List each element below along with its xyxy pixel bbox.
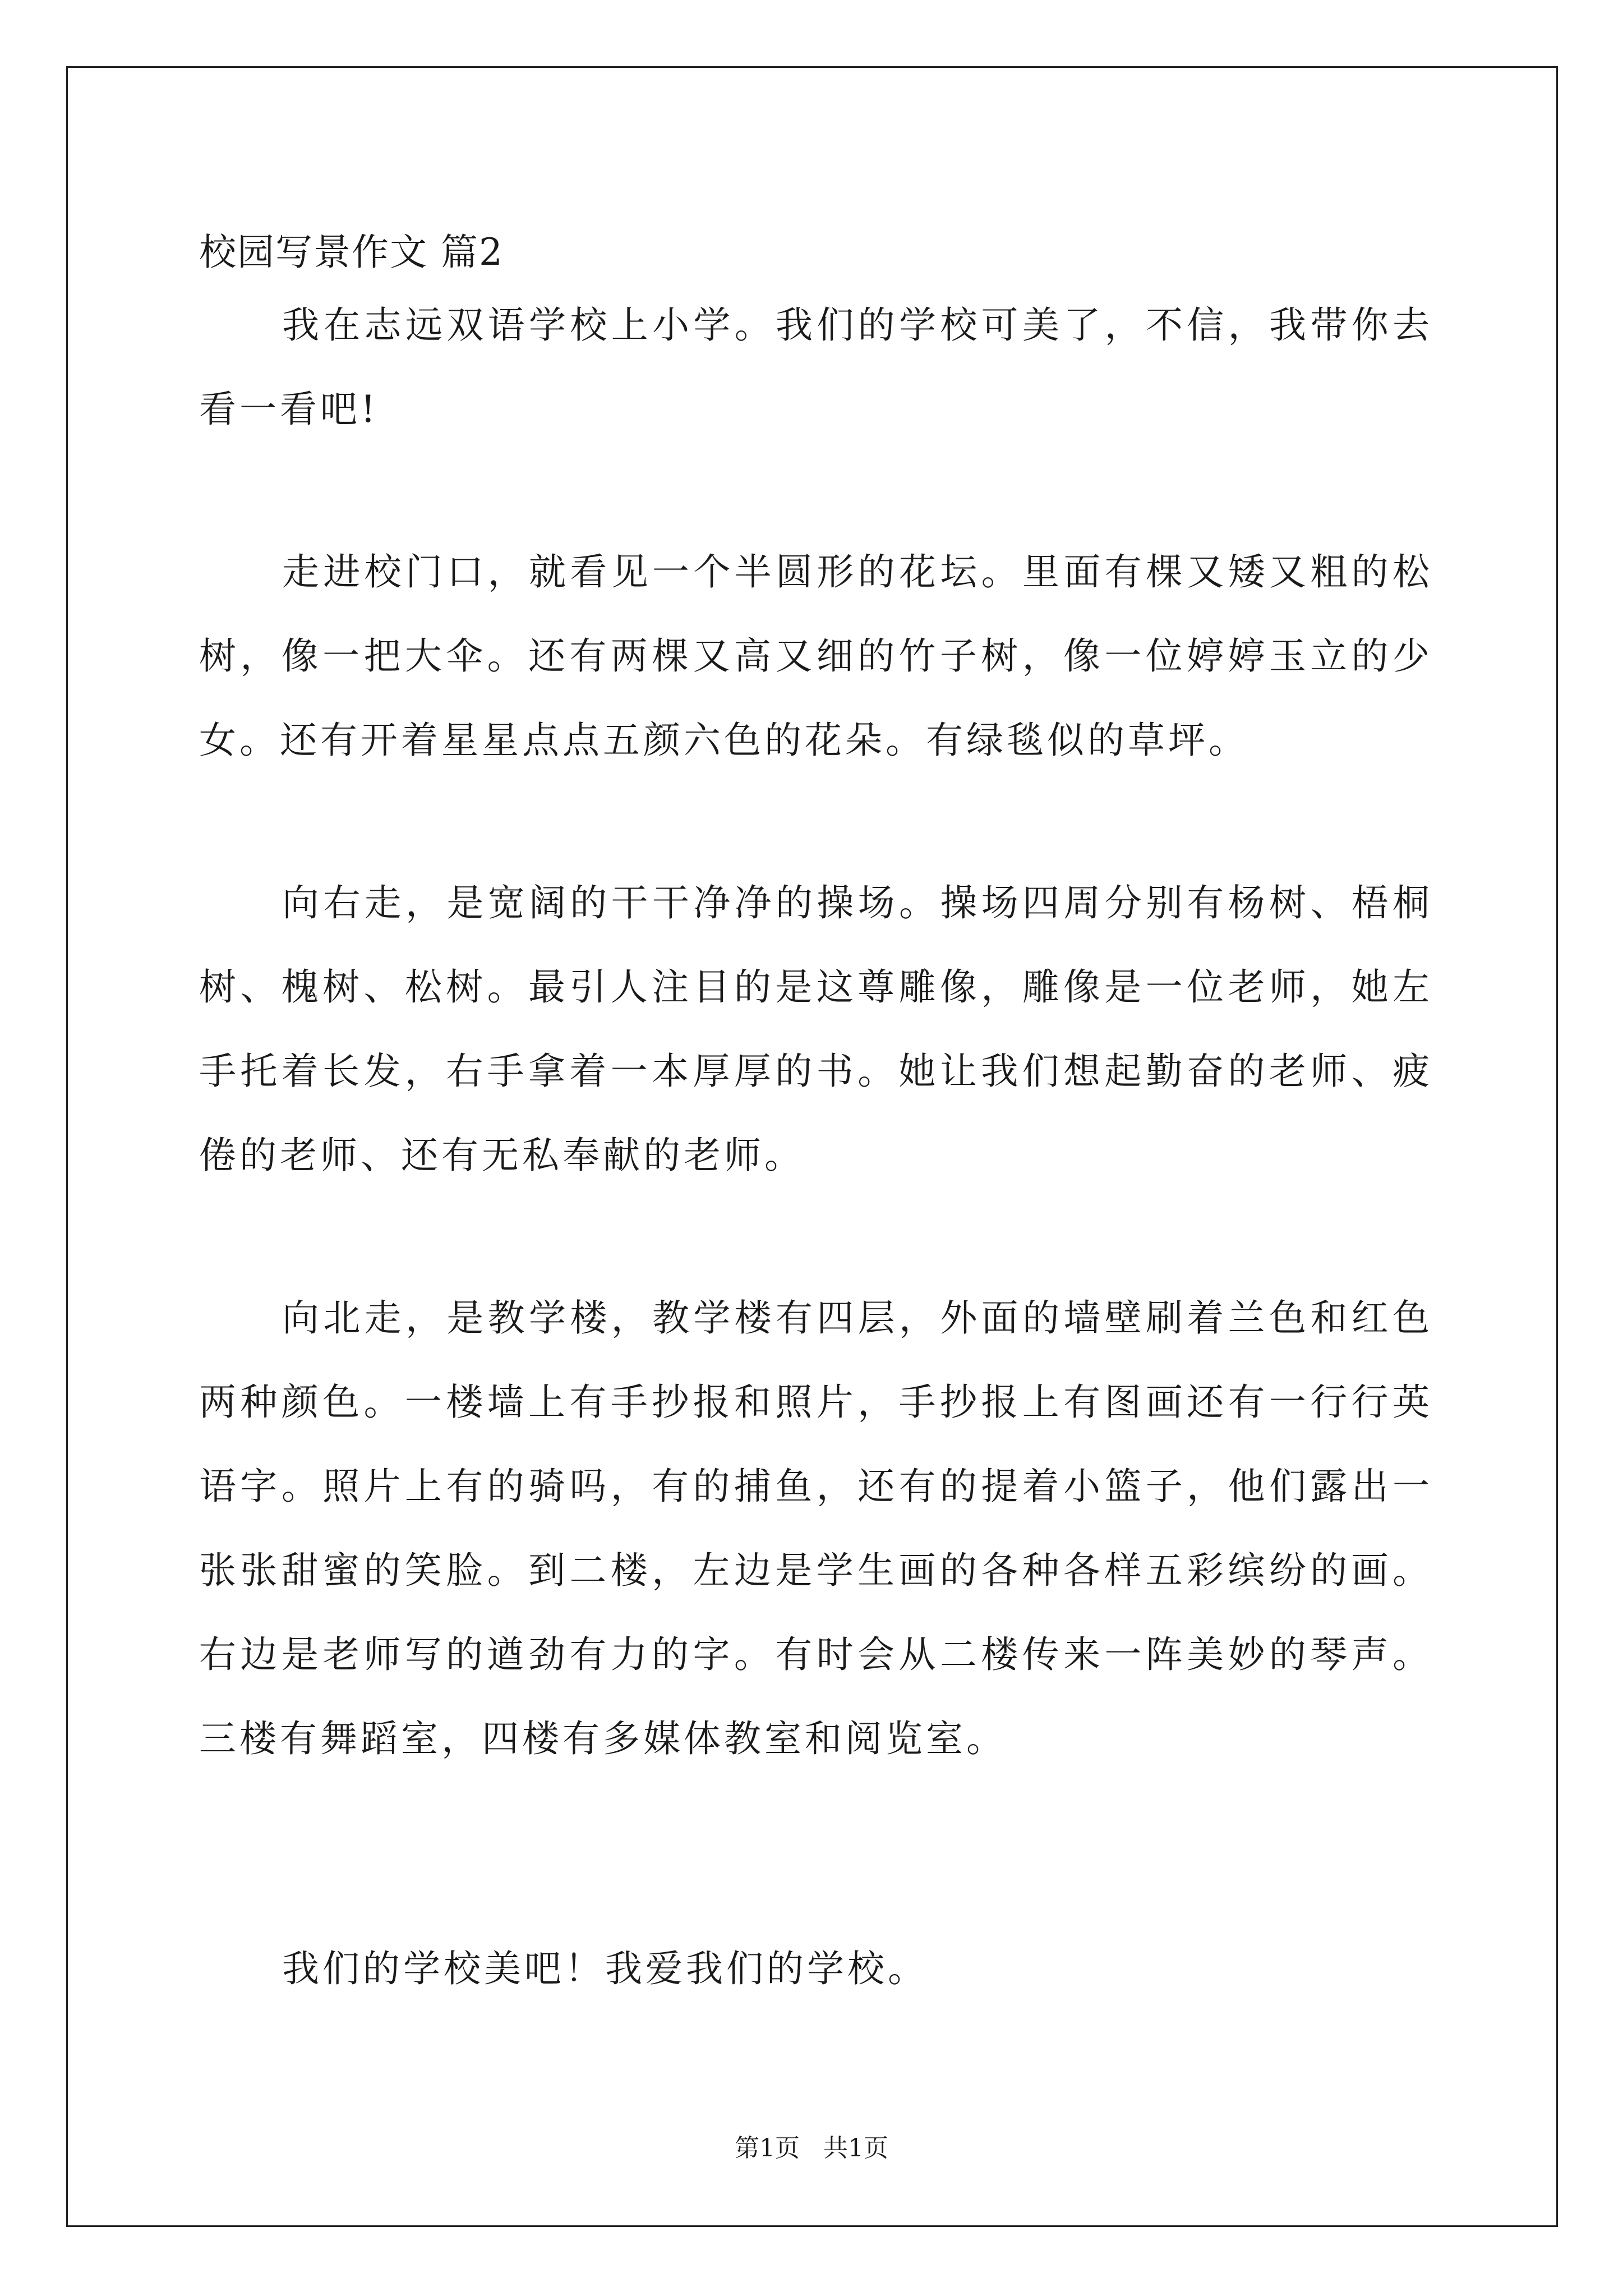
paragraph-5: 我们的学校美吧！我爱我们的学校。 xyxy=(282,1947,928,1990)
document-title: 校园写景作文 篇2 xyxy=(199,231,504,274)
paragraph-4: 向北走，是教学楼，教学楼有四层，外面的墙壁刷着兰色和红色两种颜色。一楼墙上有手抄报和照片，手抄报上有图画还有一行行英语字。照片上有的骑吗，有的捕鱼，还有的提着小篮子，他们露出一张张甜蜜的笑脸。到二楼，左边是学生画的各种各样五彩缤纷的画。右边是老师写的遒劲有力的字。有时会从二楼传来一阵美妙的琴声。三楼有舞蹈室，四楼有多媒体教室和阅览室。 xyxy=(199,1296,1433,1760)
page-footer xyxy=(0,2132,1623,2165)
page-number: 第1页 xyxy=(735,2134,800,2162)
page-total: 共1页 xyxy=(823,2134,888,2162)
paragraph-2: 走进校门口，就看见一个半圆形的花坛。里面有棵又矮又粗的松树，像一把大伞。还有两棵又高又细的竹子树，像一位婷婷玉立的少女。还有开着星星点点五颜六色的花朵。有绿毯似的草坪。 xyxy=(199,550,1433,762)
paragraph-3: 向右走，是宽阔的干干净净的操场。操场四周分别有杨树、梧桐树、槐树、松树。最引人注目的是这尊雕像，雕像是一位老师，她左手托着长发，右手拿着一本厚厚的书。她让我们想起勤奋的老师、疲倦的老师、还有无私奉献的老师。 xyxy=(199,881,1433,1177)
paragraph-1: 我在志远双语学校上小学。我们的学校可美了，不信，我带你去看一看吧! xyxy=(199,303,1433,431)
